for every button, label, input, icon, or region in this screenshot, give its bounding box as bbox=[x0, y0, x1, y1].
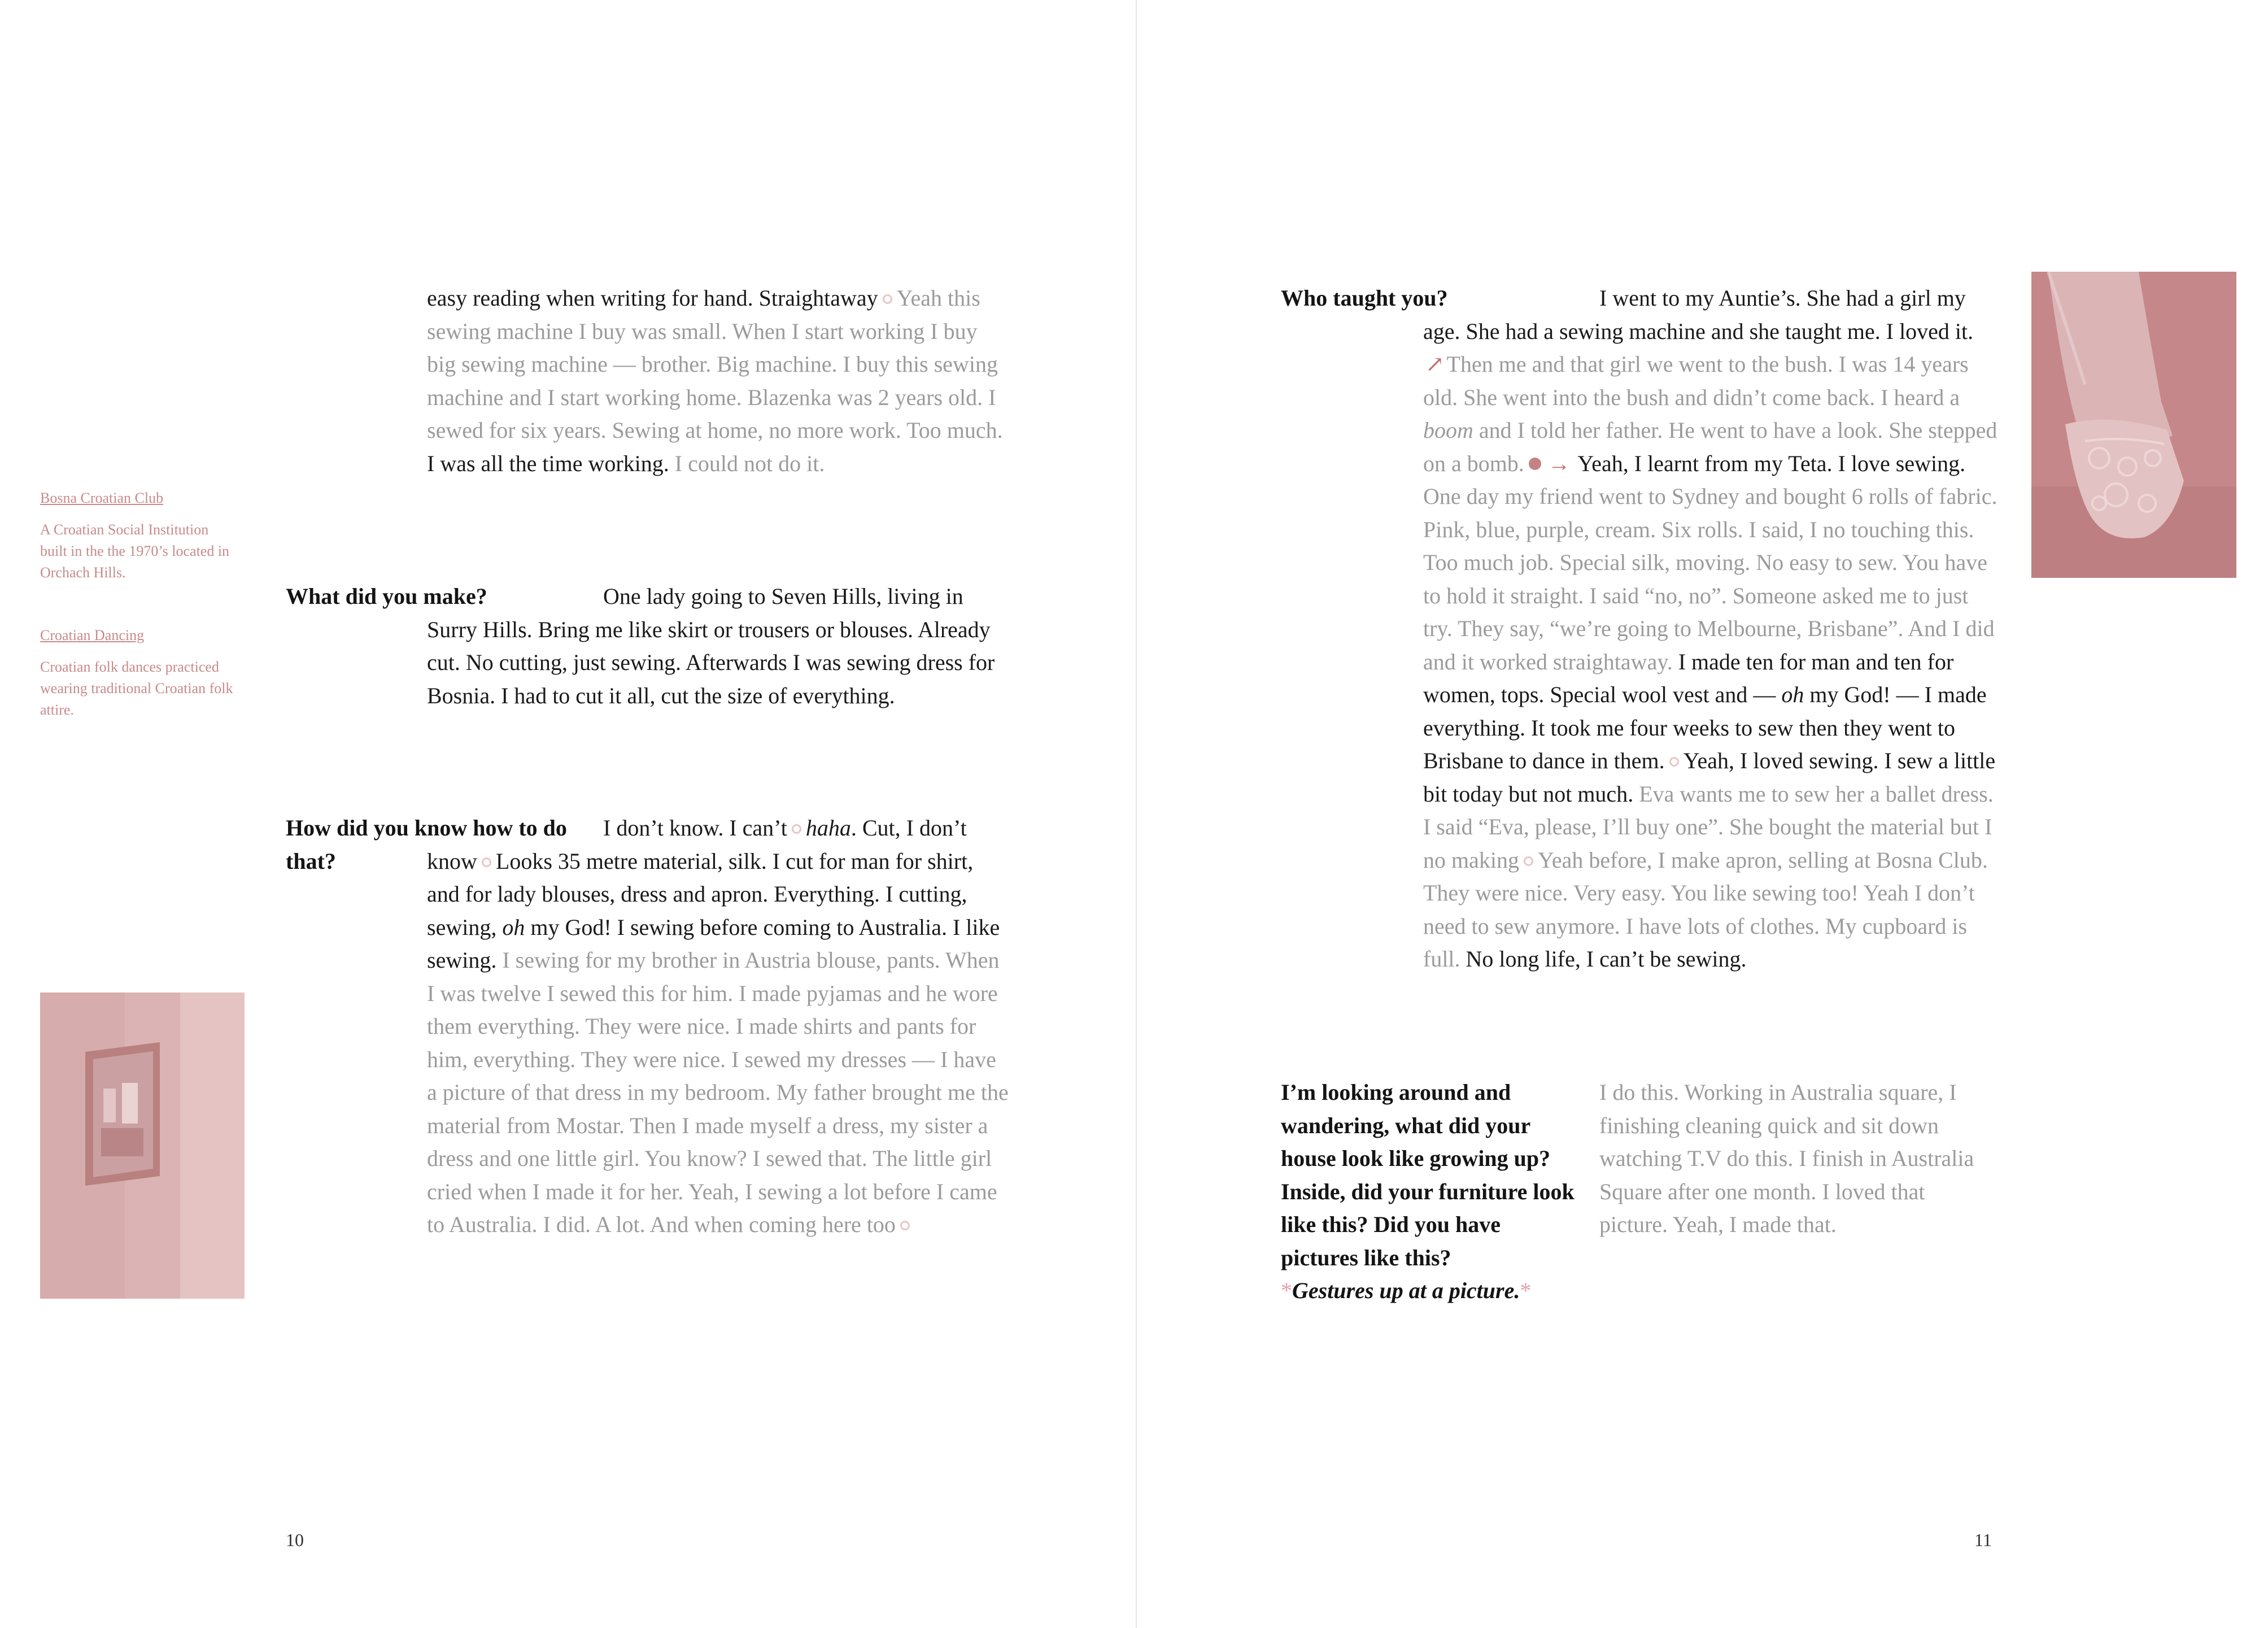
interview-question: What did you make? bbox=[286, 584, 487, 609]
text-run: I was all the time working. bbox=[427, 450, 669, 476]
page-gutter bbox=[1136, 0, 1137, 1628]
text-run: I went to my Auntie’s. She had a girl my age. She had a sewing machine and she taught me. I loved it. bbox=[1423, 285, 1974, 344]
interview-question: Who taught you? bbox=[1281, 285, 1448, 311]
text-run: Then me and that girl we went to the bush. I was 14 years old. She went into the bush and didn’t come back. I heard a bbox=[1423, 351, 1969, 410]
interview-question: How did you know how to do that? bbox=[286, 815, 567, 874]
interview-answer bbox=[427, 812, 1009, 1242]
interview-question bbox=[1281, 1076, 1574, 1308]
text-run: One lady going to Seven Hills, living in Surry Hills. Bring me like skirt or trousers or blouses. Already cut. No cutting, just sewing. Afterwards I was sewing dress for Bosnia. I had to cut it all, cut the size of everything. bbox=[427, 584, 995, 708]
lace-sleeve-photo bbox=[2031, 272, 2236, 578]
open-circle-icon bbox=[792, 824, 801, 834]
arrow-up-right-icon: ↗ bbox=[1425, 351, 1445, 377]
text-run: One day my friend went to Sydney and bought 6 rolls of fabric. Pink, blue, purple, cream. Six rolls. I said, I no touching this. Too much job. Special silk, moving. No easy to sew. You have to hold it straight. I said “no, no”. Someone asked me to just try. They say, “we’re going to Melbourne, Brisbane”. And I did and it worked straightaway. bbox=[1423, 484, 1997, 674]
text-run: Yeah before, I make apron, selling at Bosna Club. They were nice. Very easy. You like sewing too! Yeah I don’t need to sew anymore. I have lots of clothes. My cupboard is full. bbox=[1423, 847, 1988, 972]
text-run: . Cut, I don’t know bbox=[427, 815, 967, 874]
asterisk-mark: * bbox=[1281, 1278, 1292, 1303]
sidebar-note-title: Bosna Croatian Club bbox=[40, 490, 164, 506]
sidebar-note-description: A Croatian Social Institution built in the the 1970’s located in Orchach Hills. bbox=[40, 521, 230, 581]
asterisk-mark: * bbox=[1520, 1278, 1532, 1303]
arrow-right-icon: → bbox=[1547, 450, 1571, 476]
text-run: my God! — I made everything. It took me four weeks to sew then they went to Brisbane to dance in them. bbox=[1423, 682, 1987, 773]
text-run: and I told her father. He went to have a look. She stepped on a bomb. bbox=[1423, 417, 1997, 476]
text-run: No long life, I can’t be sewing. bbox=[1466, 946, 1747, 972]
text-run-italic: oh bbox=[502, 914, 525, 940]
open-circle-icon bbox=[900, 1221, 910, 1230]
sidebar-note-dancing bbox=[40, 625, 238, 721]
text-run: I could not do it. bbox=[674, 450, 825, 476]
text-run: I don’t know. I can’t bbox=[603, 815, 787, 841]
interview-answer bbox=[427, 580, 997, 712]
text-run: Yeah this sewing machine I buy was small. When I start working I buy big sewing machine — brother. Big machine. I buy this sewing machine and I start working home. Blazenka was 2 years old. I sewed for six years. Sewing at home, no more work. Too much. bbox=[427, 285, 1003, 443]
text-run-italic: boom bbox=[1423, 417, 1473, 443]
interview-answer bbox=[1599, 1076, 1989, 1242]
gesture-note: Gestures up at a picture. bbox=[1292, 1278, 1520, 1303]
open-circle-icon bbox=[482, 857, 491, 867]
filled-dot-icon bbox=[1529, 458, 1541, 470]
sidebar-note-title: Croatian Dancing bbox=[40, 627, 145, 643]
open-circle-icon bbox=[1669, 757, 1679, 767]
text-run: Looks 35 metre material, silk. I cut for man for shirt, and for lady blouses, dress and apron. Everything. I cutting, sewing, bbox=[427, 848, 974, 940]
page-number: 11 bbox=[1974, 1530, 1992, 1550]
text-run: my God! I sewing before coming to Australia. I like sewing. bbox=[427, 914, 1000, 973]
text-run: I made ten for man and ten for women, tops. Special wool vest and — bbox=[1423, 648, 1954, 707]
text-run-italic: oh bbox=[1781, 682, 1804, 707]
wall-picture-photo bbox=[40, 993, 245, 1299]
open-circle-icon bbox=[1524, 856, 1533, 866]
text-run: Eva wants me to sew her a ballet dress. I said “Eva, please, I’ll buy one”. She bought the material but I no making bbox=[1423, 781, 1994, 873]
sidebar-note-club bbox=[40, 487, 238, 584]
continuation-paragraph bbox=[427, 282, 1009, 480]
page-number: 10 bbox=[286, 1530, 304, 1550]
question-text: I’m looking around and wandering, what did your house look like growing up? Inside, did your furniture look like this? Did you have pictures like this? bbox=[1281, 1079, 1574, 1270]
open-circle-icon bbox=[883, 294, 892, 304]
text-run: Yeah, I learnt from my Teta. I love sewing. bbox=[1577, 450, 1966, 476]
text-run-italic: haha bbox=[805, 815, 851, 841]
text-run: easy reading when writing for hand. Straightaway bbox=[427, 285, 878, 311]
sidebar-note-description: Croatian folk dances practiced wearing traditional Croatian folk attire. bbox=[40, 659, 233, 718]
text-run: Yeah, I loved sewing. I sew a little bit today but not much. bbox=[1423, 748, 1996, 807]
text-run: I sewing for my brother in Austria blouse, pants. When I was twelve I sewed this for him. I made pyjamas and he wore them everything. They were nice. I made shirts and pants for him, everything. They were nice. I sewed my dresses — I have a picture of that dress in my bedroom. My father brought me the material from Mostar. Then I made myself a dress, my sister a dress and one little girl. You know? I sewed that. The little girl cried when I made it for her. Yeah, I sewing a lot before I came to Australia. I did. A lot. And when coming here too bbox=[427, 947, 1009, 1237]
interview-answer bbox=[1423, 282, 1999, 976]
text-run: I do this. Working in Australia square, I finishing cleaning quick and sit down watching T.V do this. I finish in Australia Square after one month. I loved that picture. Yeah, I made that. bbox=[1599, 1079, 1974, 1237]
